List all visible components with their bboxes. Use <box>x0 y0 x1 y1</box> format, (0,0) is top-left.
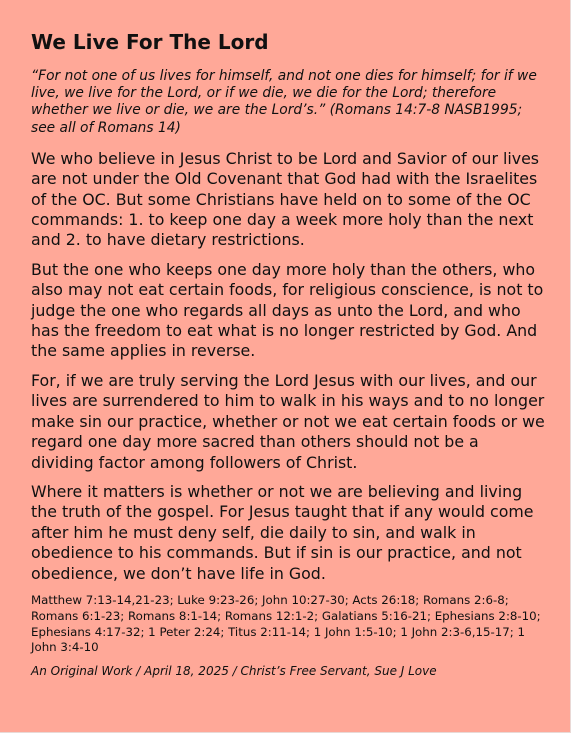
paragraph-2: But the one who keeps one day more holy than the others, who also may not eat certain foods, for religious conscience, is not to judge the one who regards all days as unto the Lord, and who has the freedom to eat what is no longer restricted by God. And the same applies in reverse. <box>31 259 544 361</box>
paragraph-1: We who believe in Jesus Christ to be Lord and Savior of our lives are not under the Old Covenant that God had with the Israelites of the OC. But some Christians have held on to some of the OC commands: 1. to keep one day a week more holy than the next and 2. to have dietary restrictions. <box>31 148 540 250</box>
scripture-references: Matthew 7:13-14,21-23; Luke 9:23-26; John 10:27-30; Acts 26:18; Romans 2:6-8; Romans 6:1-23; Romans 8:1-14; Romans 12:1-2; Galatians 5:16-21; Ephesians 2:8-10; Ephesians 4:17-32; 1 Peter 2:24; Titus 2:11-14; 1 John 1:5-10; 1 John 2:3-6,15-17; 1 John 3:4-10 <box>31 592 541 655</box>
paragraph-4: Where it matters is whether or not we are believing and living the truth of the gospel. For Jesus taught that if any would come after him he must deny self, die daily to sin, and walk in obedience to his commands. But if sin is our practice, and not obedience, we don’t have life in God. <box>31 481 534 583</box>
paragraph-3: For, if we are truly serving the Lord Jesus with our lives, and our lives are surrendered to him to walk in his ways and to no longer make sin our practice, whether or not we eat certain foods or we regard one day more sacred than others should not be a dividing factor among followers of Christ. <box>31 370 545 472</box>
scripture-quote: “For not one of us lives for himself, and not one dies for himself; for if we live, we live for the Lord, or if we die, we die for the Lord; therefore whether we live or die, we are the Lord’s.” (Romans 14:7-8 NASB1995; see all of Romans 14) <box>31 68 537 136</box>
page-title: We Live For The Lord <box>31 30 269 54</box>
attribution-footer: An Original Work / April 18, 2025 / Christ’s Free Servant, Sue J Love <box>31 664 437 679</box>
